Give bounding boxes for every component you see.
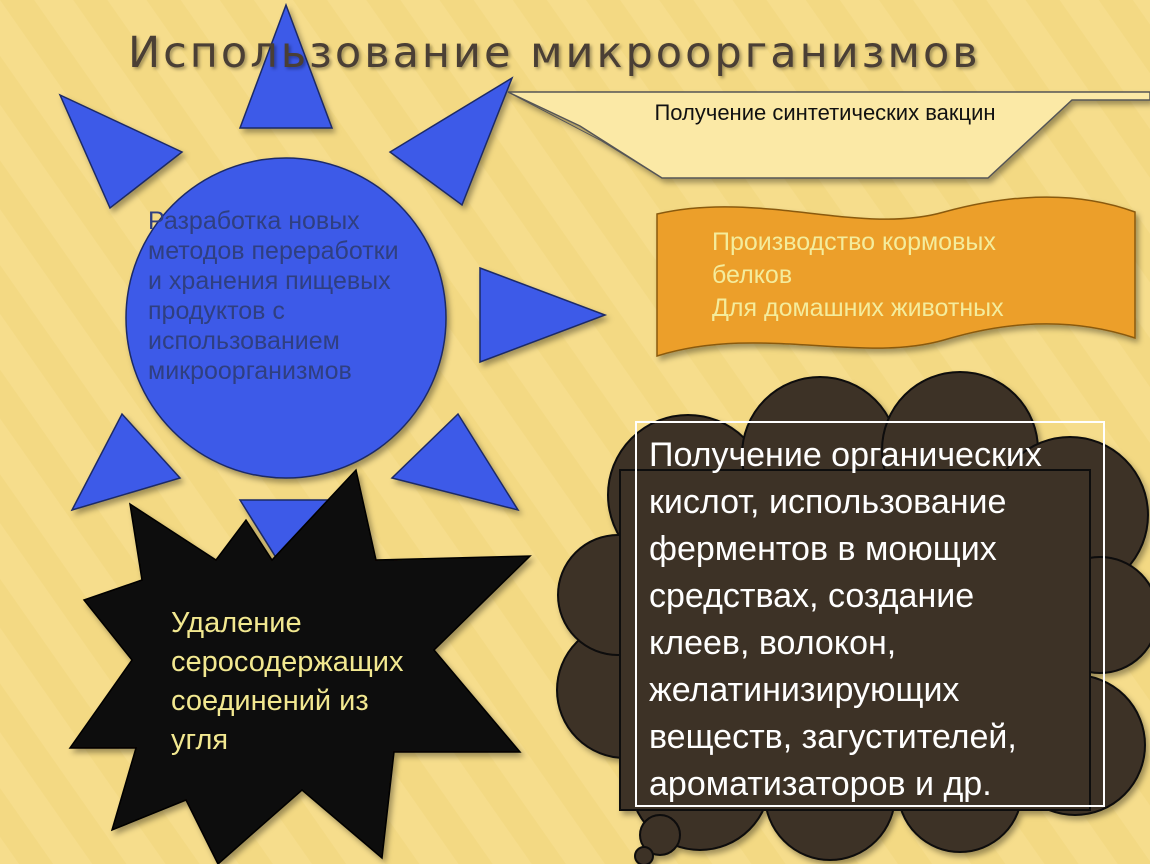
sun-ray — [60, 95, 182, 208]
sun-ray — [480, 268, 605, 362]
feed-protein-text: Производство кормовых белков Для домашних животных — [712, 228, 1004, 322]
sun-ray — [390, 78, 512, 205]
slide-title: Использование микроорганизмов — [128, 28, 981, 78]
sun-ray — [392, 414, 518, 510]
sulfur-removal-text: Удаление серосодержащих соединений из угля — [171, 607, 404, 756]
food-processing-text: Разработка новых методов переработки и хранения пищевых продуктов с использованием микроорганизмов — [148, 207, 399, 385]
organic-acids-text: Получение органических кислот, использование ферментов в моющих средствах, создание клеев, волокон, желатинизирующих веществ, загустителей, ароматизаторов и др. — [649, 436, 1042, 803]
sun-ray — [72, 414, 180, 510]
synthetic-vaccines-text: Получение синтетических вакцин — [654, 100, 996, 125]
